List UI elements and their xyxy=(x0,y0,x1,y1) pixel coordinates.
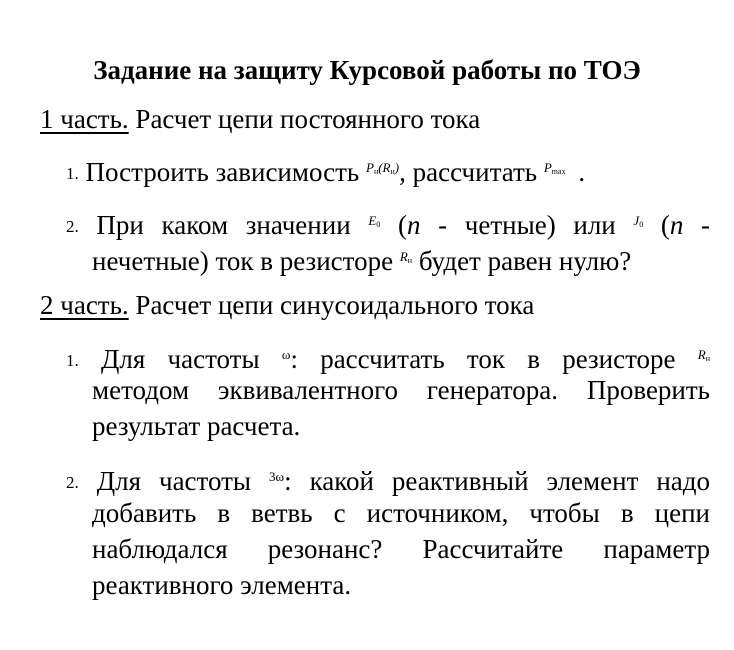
part2-item1-line2: методом эквивалентного генератора. Проверить xyxy=(92,375,710,405)
part1-heading-text: Расчет цепи постоянного тока xyxy=(135,104,481,134)
item-number: 1. xyxy=(66,164,79,183)
item-text: нечетные) ток в резисторе xyxy=(92,246,394,276)
part1-item2-line1 xyxy=(66,204,710,238)
item-number: 2. xyxy=(66,473,79,492)
item-number: 2. xyxy=(66,217,79,236)
part2-item2-line2: добавить в ветвь с источником, чтобы в цепи xyxy=(92,498,710,528)
part1-item2-line2 xyxy=(92,240,631,274)
part2-heading-text: Расчет цепи синусоидального тока xyxy=(135,290,535,320)
part2-item2-line1 xyxy=(66,460,710,494)
item-text: , рассчитать xyxy=(399,157,538,187)
item-text: : какой реактивный элемент надо xyxy=(284,466,710,496)
item-text: При каком значении xyxy=(96,210,351,240)
item-number: 1. xyxy=(66,351,79,370)
formula-r-load: Rн xyxy=(399,249,413,265)
formula-p-load: Pн(Rн) xyxy=(365,160,400,176)
formula-j0: J0 xyxy=(633,213,644,229)
part2-label: 2 часть. xyxy=(40,290,129,320)
item-text: Для частоты xyxy=(96,466,252,496)
formula-e0: E0 xyxy=(368,213,381,229)
part1-item1 xyxy=(66,151,585,185)
formula-p-max: Pmax xyxy=(543,160,566,176)
item-text: Построить зависимость xyxy=(85,157,360,187)
part1-label: 1 часть. xyxy=(40,104,129,134)
item-text: : рассчитать ток в резисторе xyxy=(290,344,676,374)
part2-item2-line3: наблюдался резонанс? Рассчитайте параметр xyxy=(92,534,710,564)
item-text: (n xyxy=(397,210,421,240)
item-text: будет равен нулю? xyxy=(418,246,632,276)
formula-omega: ω xyxy=(281,347,291,362)
item-text: (n xyxy=(660,210,684,240)
formula-r-load: Rн xyxy=(697,347,711,363)
part2-heading xyxy=(40,288,534,322)
part2-item1-line1 xyxy=(66,338,710,372)
part2-item1-line3: результат расчета. xyxy=(92,411,301,441)
item-text: Для частоты xyxy=(101,344,260,374)
item-text: - четные) или xyxy=(438,210,616,240)
part1-heading xyxy=(40,102,480,136)
page-title: Задание на защиту Курсовой работы по ТОЭ xyxy=(93,55,641,85)
part2-item2-line4: реактивного элемента. xyxy=(92,570,352,600)
formula-3omega: 3ω xyxy=(269,469,285,484)
item-text: . xyxy=(578,157,586,187)
item-text: - xyxy=(701,210,711,240)
